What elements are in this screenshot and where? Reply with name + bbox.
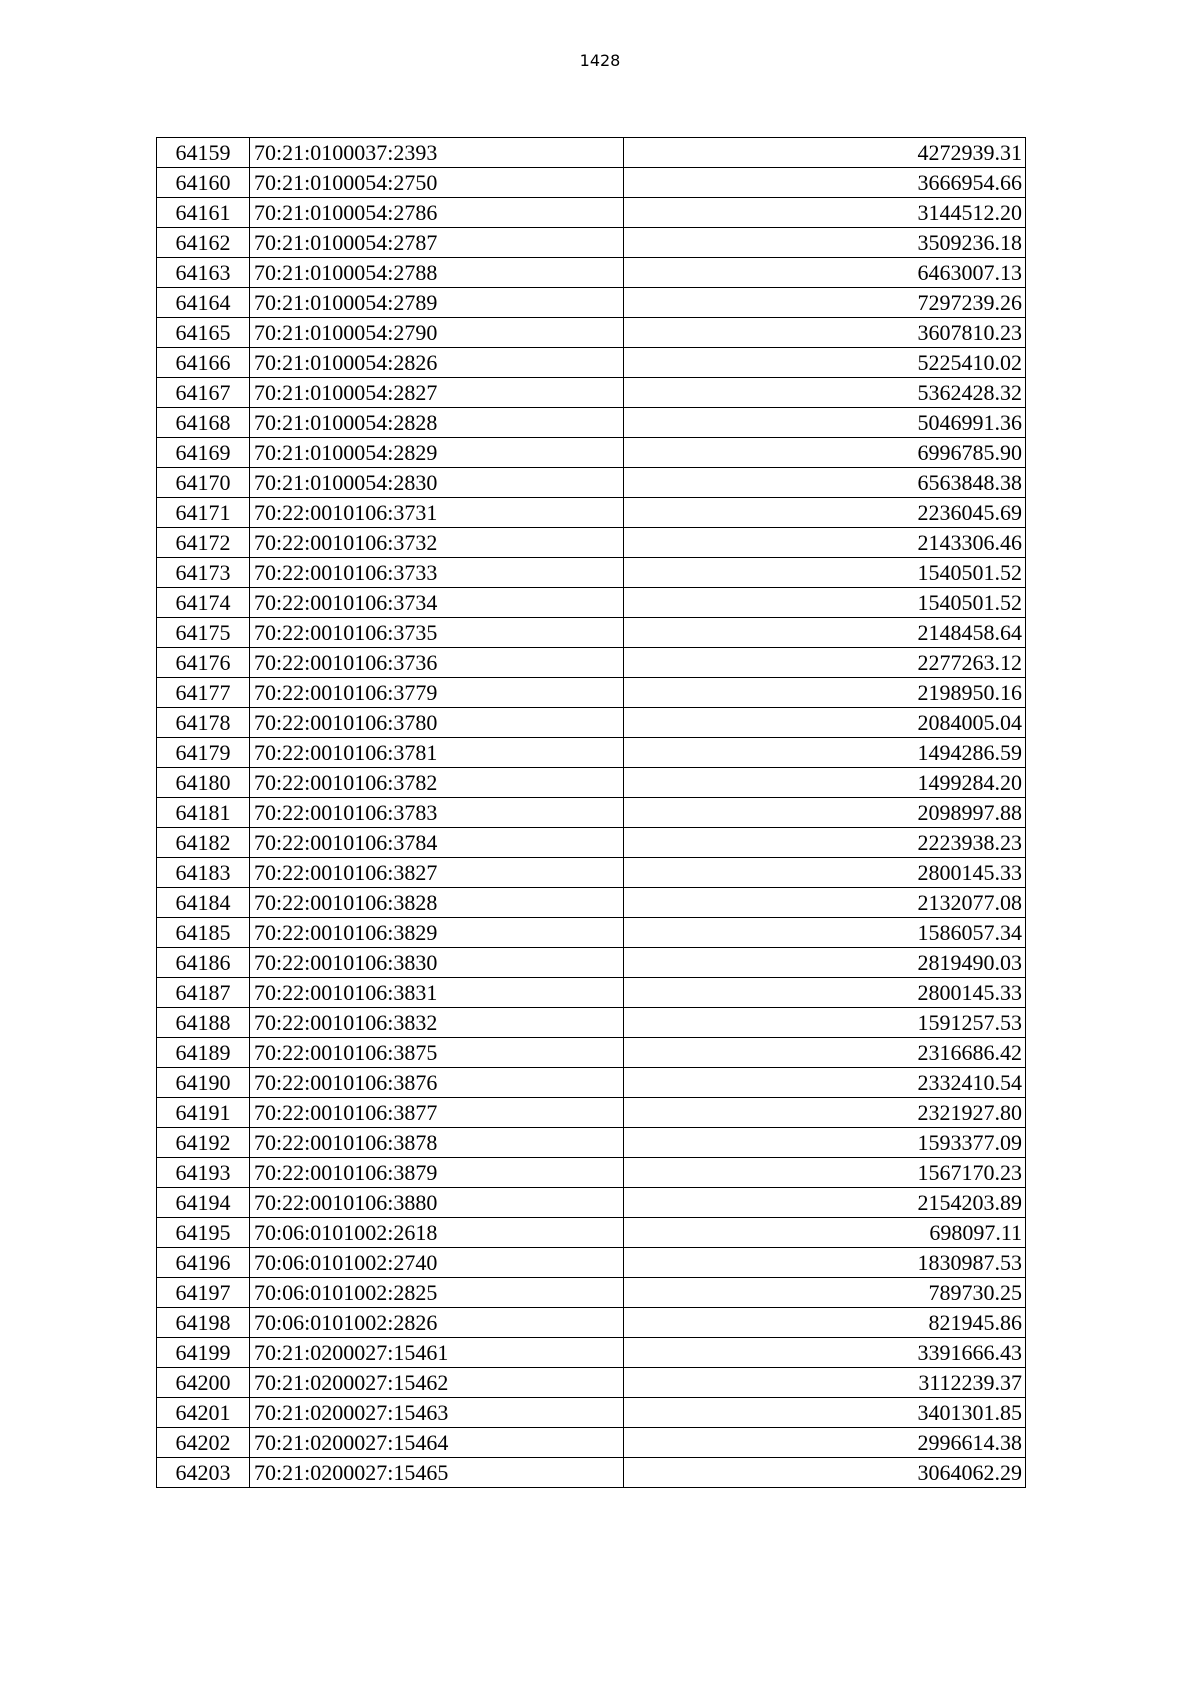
table-row — [157, 1008, 1026, 1038]
row-number-cell: 64197 — [157, 1278, 250, 1308]
cadastral-number-cell: 70:22:0010106:3732 — [250, 528, 624, 558]
cadastral-number-cell: 70:22:0010106:3735 — [250, 618, 624, 648]
cadastral-value-cell: 2332410.54 — [624, 1068, 1026, 1098]
cadastral-number-cell: 70:21:0100054:2826 — [250, 348, 624, 378]
table-row — [157, 1038, 1026, 1068]
cadastral-value-cell: 1494286.59 — [624, 738, 1026, 768]
table-row — [157, 588, 1026, 618]
table-row — [157, 1098, 1026, 1128]
cadastral-value-cell: 5362428.32 — [624, 378, 1026, 408]
row-number-cell: 64195 — [157, 1218, 250, 1248]
cadastral-number-cell: 70:21:0100054:2750 — [250, 168, 624, 198]
row-number-cell: 64188 — [157, 1008, 250, 1038]
row-number-cell: 64192 — [157, 1128, 250, 1158]
table-row — [157, 1068, 1026, 1098]
page-number: 1428 — [579, 51, 621, 70]
row-number-cell: 64182 — [157, 828, 250, 858]
cadastral-value-cell: 6563848.38 — [624, 468, 1026, 498]
row-number-cell: 64198 — [157, 1308, 250, 1338]
table-row — [157, 618, 1026, 648]
row-number-cell: 64163 — [157, 258, 250, 288]
table-row — [157, 318, 1026, 348]
row-number-cell: 64177 — [157, 678, 250, 708]
cadastral-value-cell: 3112239.37 — [624, 1368, 1026, 1398]
cadastral-number-cell: 70:22:0010106:3878 — [250, 1128, 624, 1158]
row-number-cell: 64164 — [157, 288, 250, 318]
table-row — [157, 558, 1026, 588]
table-row — [157, 498, 1026, 528]
cadastral-number-cell: 70:22:0010106:3780 — [250, 708, 624, 738]
table-row — [157, 1218, 1026, 1248]
table-row — [157, 948, 1026, 978]
row-number-cell: 64172 — [157, 528, 250, 558]
row-number-cell: 64161 — [157, 198, 250, 228]
cadastral-value-cell: 3666954.66 — [624, 168, 1026, 198]
row-number-cell: 64203 — [157, 1458, 250, 1488]
table-row — [157, 828, 1026, 858]
cadastral-number-cell: 70:21:0200027:15462 — [250, 1368, 624, 1398]
cadastral-value-cell: 1567170.23 — [624, 1158, 1026, 1188]
cadastral-number-cell: 70:21:0200027:15461 — [250, 1338, 624, 1368]
table-row — [157, 708, 1026, 738]
cadastral-number-cell: 70:06:0101002:2826 — [250, 1308, 624, 1338]
table-row — [157, 978, 1026, 1008]
row-number-cell: 64174 — [157, 588, 250, 618]
row-number-cell: 64202 — [157, 1428, 250, 1458]
row-number-cell: 64167 — [157, 378, 250, 408]
row-number-cell: 64159 — [157, 138, 250, 168]
row-number-cell: 64175 — [157, 618, 250, 648]
row-number-cell: 64168 — [157, 408, 250, 438]
cadastral-value-cell: 821945.86 — [624, 1308, 1026, 1338]
table-row — [157, 1398, 1026, 1428]
row-number-cell: 64183 — [157, 858, 250, 888]
cadastral-number-cell: 70:22:0010106:3877 — [250, 1098, 624, 1128]
cadastral-value-cell: 2996614.38 — [624, 1428, 1026, 1458]
row-number-cell: 64191 — [157, 1098, 250, 1128]
cadastral-value-cell: 1830987.53 — [624, 1248, 1026, 1278]
cadastral-value-cell: 3391666.43 — [624, 1338, 1026, 1368]
table-row — [157, 378, 1026, 408]
row-number-cell: 64165 — [157, 318, 250, 348]
row-number-cell: 64186 — [157, 948, 250, 978]
row-number-cell: 64181 — [157, 798, 250, 828]
cadastral-value-cell: 1586057.34 — [624, 918, 1026, 948]
cadastral-value-cell: 3064062.29 — [624, 1458, 1026, 1488]
cadastral-number-cell: 70:22:0010106:3880 — [250, 1188, 624, 1218]
cadastral-value-cell: 2098997.88 — [624, 798, 1026, 828]
table-row — [157, 798, 1026, 828]
table-row — [157, 1158, 1026, 1188]
row-number-cell: 64180 — [157, 768, 250, 798]
row-number-cell: 64193 — [157, 1158, 250, 1188]
cadastral-number-cell: 70:21:0100054:2789 — [250, 288, 624, 318]
cadastral-value-cell: 3144512.20 — [624, 198, 1026, 228]
table-row — [157, 1338, 1026, 1368]
cadastral-value-cell: 1593377.09 — [624, 1128, 1026, 1158]
table-row — [157, 1368, 1026, 1398]
row-number-cell: 64200 — [157, 1368, 250, 1398]
cadastral-value-cell: 1591257.53 — [624, 1008, 1026, 1038]
cadastral-value-cell: 789730.25 — [624, 1278, 1026, 1308]
cadastral-value-cell: 2316686.42 — [624, 1038, 1026, 1068]
cadastral-value-cell: 5046991.36 — [624, 408, 1026, 438]
cadastral-number-cell: 70:22:0010106:3731 — [250, 498, 624, 528]
cadastral-value-cell: 1499284.20 — [624, 768, 1026, 798]
cadastral-value-cell: 2800145.33 — [624, 858, 1026, 888]
row-number-cell: 64190 — [157, 1068, 250, 1098]
cadastral-number-cell: 70:21:0100054:2830 — [250, 468, 624, 498]
cadastral-number-cell: 70:21:0100054:2827 — [250, 378, 624, 408]
row-number-cell: 64201 — [157, 1398, 250, 1428]
row-number-cell: 64176 — [157, 648, 250, 678]
row-number-cell: 64196 — [157, 1248, 250, 1278]
cadastral-value-cell: 2277263.12 — [624, 648, 1026, 678]
cadastral-number-cell: 70:22:0010106:3733 — [250, 558, 624, 588]
cadastral-number-cell: 70:21:0100037:2393 — [250, 138, 624, 168]
cadastral-value-cell: 2236045.69 — [624, 498, 1026, 528]
cadastral-number-cell: 70:21:0100054:2790 — [250, 318, 624, 348]
cadastral-number-cell: 70:22:0010106:3832 — [250, 1008, 624, 1038]
cadastral-value-cell: 2223938.23 — [624, 828, 1026, 858]
cadastral-number-cell: 70:22:0010106:3876 — [250, 1068, 624, 1098]
table-row — [157, 1458, 1026, 1488]
table-body — [157, 138, 1026, 1488]
row-number-cell: 64179 — [157, 738, 250, 768]
table-row — [157, 258, 1026, 288]
cadastral-number-cell: 70:06:0101002:2618 — [250, 1218, 624, 1248]
cadastral-value-cell: 5225410.02 — [624, 348, 1026, 378]
cadastral-number-cell: 70:22:0010106:3830 — [250, 948, 624, 978]
cadastral-number-cell: 70:22:0010106:3734 — [250, 588, 624, 618]
cadastral-value-cell: 2819490.03 — [624, 948, 1026, 978]
cadastral-number-cell: 70:22:0010106:3783 — [250, 798, 624, 828]
cadastral-number-cell: 70:21:0100054:2828 — [250, 408, 624, 438]
table-row — [157, 648, 1026, 678]
cadastral-value-cell: 6463007.13 — [624, 258, 1026, 288]
row-number-cell: 64184 — [157, 888, 250, 918]
cadastral-value-cell: 1540501.52 — [624, 588, 1026, 618]
cadastral-value-cell: 3509236.18 — [624, 228, 1026, 258]
cadastral-number-cell: 70:21:0200027:15465 — [250, 1458, 624, 1488]
cadastral-number-cell: 70:21:0100054:2788 — [250, 258, 624, 288]
table-row — [157, 1428, 1026, 1458]
cadastral-number-cell: 70:22:0010106:3779 — [250, 678, 624, 708]
row-number-cell: 64160 — [157, 168, 250, 198]
cadastral-number-cell: 70:06:0101002:2740 — [250, 1248, 624, 1278]
table-row — [157, 528, 1026, 558]
cadastral-number-cell: 70:22:0010106:3828 — [250, 888, 624, 918]
cadastral-number-cell: 70:21:0200027:15463 — [250, 1398, 624, 1428]
table-row — [157, 888, 1026, 918]
table-row — [157, 288, 1026, 318]
table-row — [157, 1128, 1026, 1158]
row-number-cell: 64162 — [157, 228, 250, 258]
cadastral-value-cell: 4272939.31 — [624, 138, 1026, 168]
table-row — [157, 468, 1026, 498]
cadastral-value-cell: 2321927.80 — [624, 1098, 1026, 1128]
table-row — [157, 858, 1026, 888]
table-row — [157, 1308, 1026, 1338]
table-row — [157, 738, 1026, 768]
row-number-cell: 64173 — [157, 558, 250, 588]
cadastral-value-cell: 2143306.46 — [624, 528, 1026, 558]
cadastral-number-cell: 70:22:0010106:3784 — [250, 828, 624, 858]
cadastral-value-cell: 2154203.89 — [624, 1188, 1026, 1218]
table-row — [157, 768, 1026, 798]
cadastral-value-cell: 2198950.16 — [624, 678, 1026, 708]
cadastral-number-cell: 70:22:0010106:3829 — [250, 918, 624, 948]
cadastral-value-cell: 6996785.90 — [624, 438, 1026, 468]
cadastral-number-cell: 70:22:0010106:3782 — [250, 768, 624, 798]
row-number-cell: 64169 — [157, 438, 250, 468]
table-row — [157, 438, 1026, 468]
table-row — [157, 1278, 1026, 1308]
row-number-cell: 64189 — [157, 1038, 250, 1068]
cadastral-number-cell: 70:22:0010106:3831 — [250, 978, 624, 1008]
table-row — [157, 1188, 1026, 1218]
cadastral-number-cell: 70:21:0200027:15464 — [250, 1428, 624, 1458]
table-row — [157, 408, 1026, 438]
table-row — [157, 1248, 1026, 1278]
cadastral-number-cell: 70:22:0010106:3879 — [250, 1158, 624, 1188]
table-row — [157, 678, 1026, 708]
cadastral-value-cell: 2800145.33 — [624, 978, 1026, 1008]
table-row — [157, 198, 1026, 228]
cadastral-value-cell: 7297239.26 — [624, 288, 1026, 318]
cadastral-number-cell: 70:21:0100054:2787 — [250, 228, 624, 258]
cadastral-value-cell: 2148458.64 — [624, 618, 1026, 648]
table-row — [157, 138, 1026, 168]
cadastral-value-cell: 3607810.23 — [624, 318, 1026, 348]
cadastral-number-cell: 70:21:0100054:2786 — [250, 198, 624, 228]
cadastral-value-cell: 3401301.85 — [624, 1398, 1026, 1428]
row-number-cell: 64166 — [157, 348, 250, 378]
row-number-cell: 64170 — [157, 468, 250, 498]
cadastral-number-cell: 70:22:0010106:3736 — [250, 648, 624, 678]
table-row — [157, 228, 1026, 258]
cadastral-number-cell: 70:22:0010106:3827 — [250, 858, 624, 888]
table-row — [157, 918, 1026, 948]
row-number-cell: 64199 — [157, 1338, 250, 1368]
cadastral-value-cell: 2084005.04 — [624, 708, 1026, 738]
row-number-cell: 64187 — [157, 978, 250, 1008]
cadastral-number-cell: 70:22:0010106:3875 — [250, 1038, 624, 1068]
table-row — [157, 168, 1026, 198]
cadastral-number-cell: 70:22:0010106:3781 — [250, 738, 624, 768]
cadastral-value-cell: 1540501.52 — [624, 558, 1026, 588]
row-number-cell: 64171 — [157, 498, 250, 528]
cadastral-number-cell: 70:21:0100054:2829 — [250, 438, 624, 468]
row-number-cell: 64185 — [157, 918, 250, 948]
row-number-cell: 64194 — [157, 1188, 250, 1218]
cadastral-number-cell: 70:06:0101002:2825 — [250, 1278, 624, 1308]
table-row — [157, 348, 1026, 378]
cadastral-value-cell: 698097.11 — [624, 1218, 1026, 1248]
cadastral-value-table — [156, 137, 1026, 1488]
cadastral-value-cell: 2132077.08 — [624, 888, 1026, 918]
row-number-cell: 64178 — [157, 708, 250, 738]
